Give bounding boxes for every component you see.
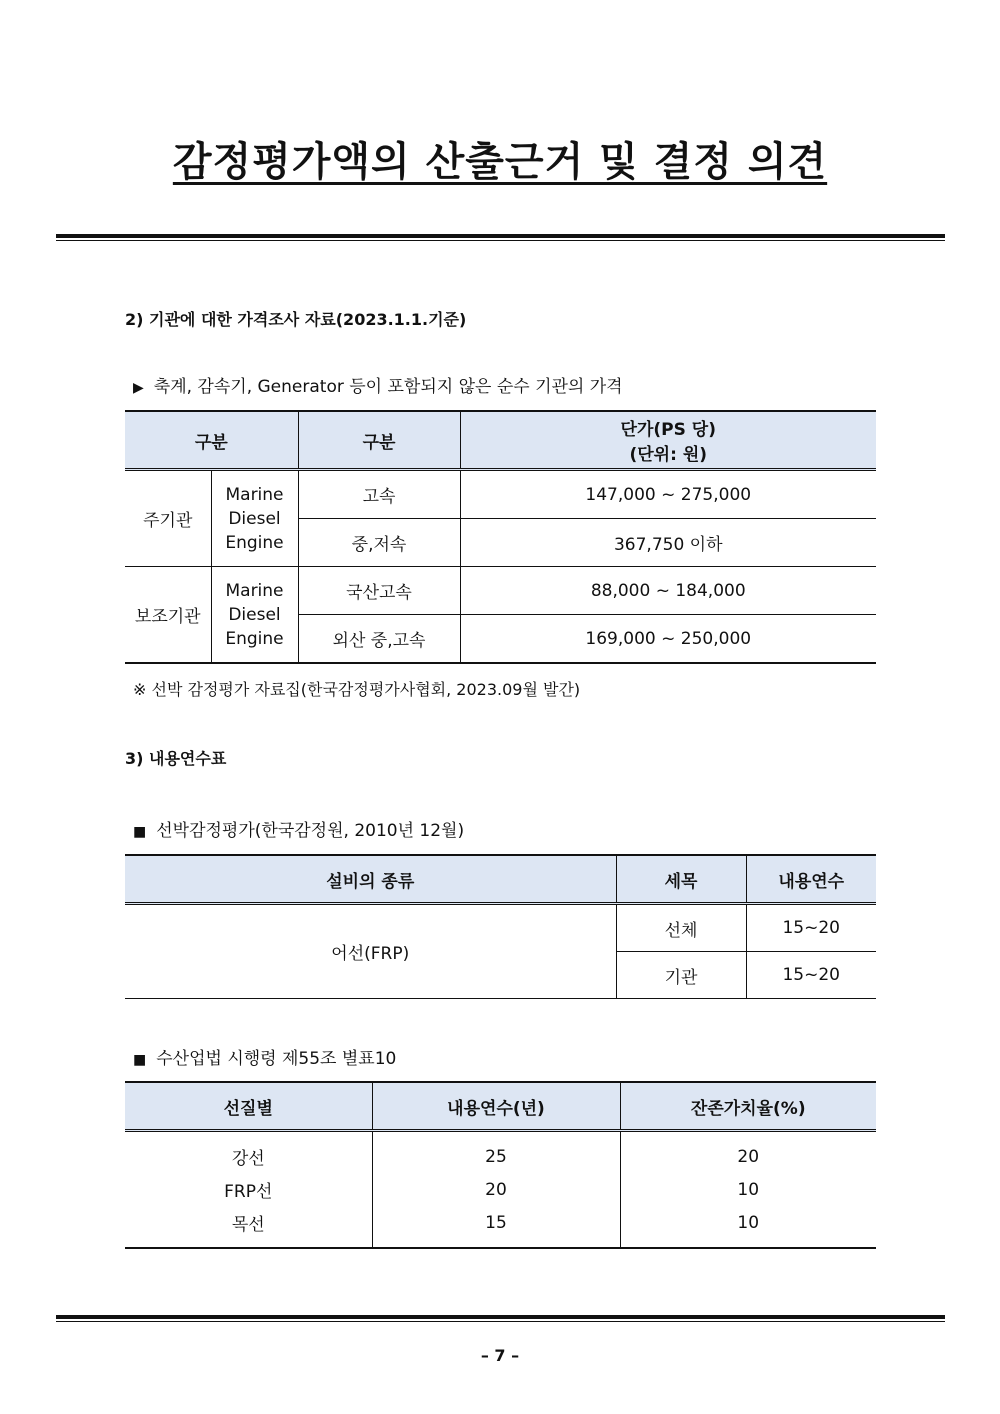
triangle-bullet-icon: ▶ xyxy=(133,380,144,396)
section-3-bullet-2 xyxy=(133,1044,396,1069)
table-row xyxy=(125,567,876,615)
price-cell: 169,000 ~ 250,000 xyxy=(460,615,876,664)
header-unit-price-line1: 단가(PS 당) xyxy=(620,420,716,440)
header-item: 세목 xyxy=(616,855,746,904)
residual-cell: 10 xyxy=(620,1206,876,1248)
equipment-type-cell: 어선(FRP) xyxy=(125,904,616,999)
square-bullet-icon: ■ xyxy=(133,824,147,840)
section-3-bullet-2-text: 수산업법 시행령 제55조 별표10 xyxy=(156,1049,397,1069)
table-header-row xyxy=(125,1082,876,1131)
table-header-row xyxy=(125,855,876,904)
type-cell: 고속 xyxy=(298,470,460,519)
hull-type-cell: 강선 xyxy=(125,1131,372,1174)
item-cell: 기관 xyxy=(616,952,746,999)
type-cell: 중,저속 xyxy=(298,519,460,567)
square-bullet-icon: ■ xyxy=(133,1052,147,1068)
useful-life-table-1 xyxy=(125,854,876,999)
table-row xyxy=(125,470,876,519)
header-hull-type: 선질별 xyxy=(125,1082,372,1131)
engine-line: Diesel xyxy=(228,508,281,529)
years-cell: 15~20 xyxy=(746,904,876,952)
header-equipment-type: 설비의 종류 xyxy=(125,855,616,904)
section-3-bullet-1-text: 선박감정평가(한국감정원, 2010년 12월) xyxy=(156,821,465,841)
category-cell: 주기관 xyxy=(125,470,211,567)
table-row xyxy=(125,1206,876,1248)
table-row xyxy=(125,1131,876,1174)
section-2-bullet xyxy=(133,372,623,397)
engine-price-table xyxy=(125,410,876,664)
table-header-row xyxy=(125,411,876,470)
header-unit-price-line2: (단위: 원) xyxy=(629,445,708,465)
section-2-heading: 2) 기관에 대한 가격조사 자료(2023.1.1.기준) xyxy=(125,310,467,329)
section-3-bullet-1 xyxy=(133,816,464,841)
engine-line: Marine xyxy=(225,484,284,505)
engine-line: Engine xyxy=(225,532,284,553)
years-cell: 15~20 xyxy=(746,952,876,999)
engine-line: Diesel xyxy=(228,604,281,625)
engine-cell xyxy=(211,470,298,567)
engine-line: Engine xyxy=(225,628,284,649)
type-cell: 국산고속 xyxy=(298,567,460,615)
type-cell: 외산 중,고속 xyxy=(298,615,460,664)
engine-line: Marine xyxy=(225,580,284,601)
header-type: 구분 xyxy=(298,411,460,470)
page-number: – 7 – xyxy=(480,1346,520,1365)
years-cell: 25 xyxy=(372,1131,620,1174)
header-category: 구분 xyxy=(125,411,298,470)
years-cell: 15 xyxy=(372,1206,620,1248)
source-note: ※ 선박 감정평가 자료집(한국감정평가사협회, 2023.09월 발간) xyxy=(133,680,581,699)
years-cell: 20 xyxy=(372,1173,620,1206)
hull-type-cell: FRP선 xyxy=(125,1173,372,1206)
table-row xyxy=(125,904,876,952)
price-cell: 367,750 이하 xyxy=(460,519,876,567)
hull-type-cell: 목선 xyxy=(125,1206,372,1248)
section-2-bullet-text: 축계, 감속기, Generator 등이 포함되지 않은 순수 기관의 가격 xyxy=(153,377,623,397)
header-unit-price xyxy=(460,411,876,470)
bottom-double-rule xyxy=(56,1315,945,1322)
price-cell: 88,000 ~ 184,000 xyxy=(460,567,876,615)
document-title: 감정평가액의 산출근거 및 결정 의견 xyxy=(172,139,828,185)
useful-life-table-2 xyxy=(125,1081,876,1249)
header-useful-life-years: 내용연수(년) xyxy=(372,1082,620,1131)
header-residual-rate: 잔존가치율(%) xyxy=(620,1082,876,1131)
top-double-rule xyxy=(56,234,945,241)
header-useful-life: 내용연수 xyxy=(746,855,876,904)
engine-cell xyxy=(211,567,298,664)
item-cell: 선체 xyxy=(616,904,746,952)
table-row xyxy=(125,1173,876,1206)
residual-cell: 10 xyxy=(737,1179,760,1200)
residual-cell: 20 xyxy=(737,1146,760,1167)
category-cell: 보조기관 xyxy=(125,567,211,664)
section-3-heading: 3) 내용연수표 xyxy=(125,749,227,768)
price-cell: 147,000 ~ 275,000 xyxy=(460,470,876,519)
